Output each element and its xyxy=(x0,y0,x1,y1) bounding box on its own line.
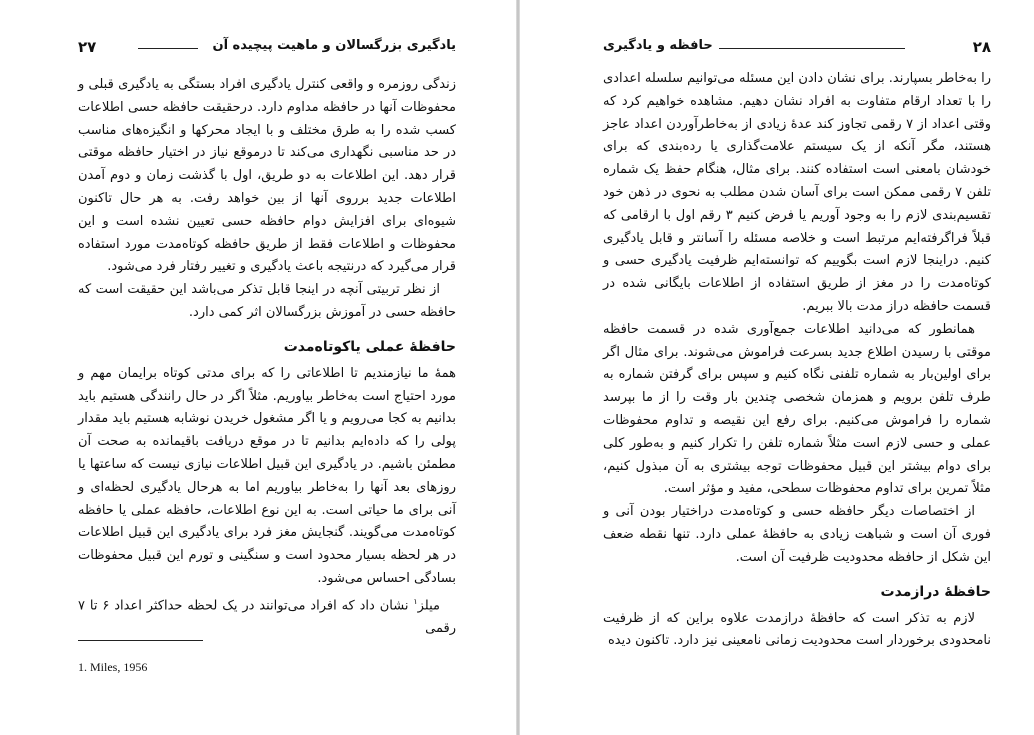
footnote-marker: ۱ xyxy=(413,596,418,606)
header-rule xyxy=(138,48,198,49)
paragraph-with-footnote xyxy=(78,591,456,641)
right-page-header xyxy=(603,38,991,60)
paragraph: زندگی روزمره و واقعی کنترل یادگیری افراد بستگی به یادگیری قبلی و محفوظات آنها در حافظه مداوم دارد. درحقیقت حافظه حسی اطلاعات کسب شده را به طرق مختلف و با ایجاد محرکها و انگیزه‌های مناسب در حد مناسبی نگهداری می‌کند تا درموقع نیاز در اختیار حافظه موقتی قرار دهد. این اطلاعات به دو طریق، اول با گذشت زمان و دوم آمدن اطلاعات جدید برروی آنها از بین خواهد رفت. به هر حال تاکنون شیوه‌ای برای افزایش دوام حافظه حسی تعیین نشده است و این محفوظات و اطلاعات فقط از طریق حافظه کوتاه‌مدت مورد استفاده قرار می‌گیرد که درنتیجه باعث یادگیری و تغییر رفتار فرد می‌شود. xyxy=(78,77,456,275)
header-rule xyxy=(719,48,905,49)
paragraph: را به‌خاطر بسپارند. برای نشان دادن این مسئله می‌توانیم سلسله اعدادی را با تعداد ارقام متفاوت به افراد نشان دهیم. مشاهده خواهیم کرد که وقتی اعداد از ۷ رقمی تجاوز کند عدهٔ زیادی از به‌خاطرآوردن اعداد عاجز هستند، مگر آنکه از یک سیستم علامت‌گذاری یا رده‌بندی که برای خودشان بامعنی است استفاده کنند. برای مثال، هنگام حفظ یک شماره تلفن ۷ رقمی ممکن است برای آسان شدن مطلب به نحوی در ذهن خود تقسیم‌بندی لازم را به وجود آوریم یا فرض کنیم ۳ رقم اول با ارقامی که قبلاً فراگرفته‌ایم مرتبط است و خلاصه مسئله را آسانتر و قابل یادگیری کنیم. دراینجا لازم است بگوییم که توانسته‌ایم ظرفیت یادگیری حسی و کوتاه‌مدت را در مغز از طریق استفاده از اطلاعات بایگانی شده در قسمت حافظه دراز مدت بالا ببریم. xyxy=(603,71,991,314)
section-heading: حافظهٔ عملی یاکوتاه‌مدت xyxy=(283,338,456,355)
paragraph: از نظر تربیتی آنچه در اینجا قابل تذکر می‌باشد این حقیقت است که حافظه حسی در آموزش بزرگسالان اثر کمی دارد. xyxy=(78,282,456,320)
running-title: یادگیری بزرگسالان و ماهیت پیچیده آن xyxy=(212,38,456,53)
section-heading: حافظهٔ درازمدت xyxy=(880,583,991,600)
page-number: ۲۷ xyxy=(78,38,97,56)
footnote-anchor-text: میلز xyxy=(417,598,440,614)
left-page-header xyxy=(78,38,456,60)
paragraph: همانطور که می‌دانید اطلاعات جمع‌آوری شده در قسمت حافظه موقتی با رسیدن اطلاع جدید بسرعت فراموش می‌شوند. برای مثال اگر برای اولین‌بار به شماره تلفنی نگاه کنیم و سپس برای گرفتن شماره به طرف تلفن برویم و همزمان شخصی چندین بار وقت را از ما بپرسد شماره را فراموش می‌کنیم. برای رفع این نقیصه و تداوم محفوظات عملی و حسی لازم است مثلاً شماره تلفن را تکرار کنیم و به‌طور کلی برای دوام بیشتر این قبیل محفوظات توجه بیشتری به آن مبذول کنیم، مثلاً تمرین برای تداوم محفوظات سطحی، مفید و مؤثر است. xyxy=(603,321,991,497)
running-title: حافظه و یادگیری xyxy=(603,38,713,53)
left-page-body xyxy=(78,74,456,641)
paragraph-continuation: نشان داد که افراد می‌توانند در یک لحظه حداکثر اعداد ۶ تا ۷ رقمی xyxy=(78,598,456,636)
paragraph: از اختصاصات دیگر حافظه حسی و کوتاه‌مدت دراختیار بودن آنی و فوری آن است و شباهت زیادی به حافظهٔ عملی دارد. تنها نقطه ضعف این شکل از حافظه محدودیت ظرفیت آن است. xyxy=(603,504,991,565)
paragraph: همهٔ ما نیازمندیم تا اطلاعاتی را که برای مدتی کوتاه برایمان مهم و مورد احتیاج است به‌خاطر بیاوریم. مثلاً اگر در حال رانندگی هستیم باید بدانیم به کجا می‌رویم و یا اگر مشغول خریدن نوشابه هستیم باید مقدار پولی را که داده‌ایم بدانیم تا در موقع دریافت باقیمانده به صحت آن مطمئن باشیم. در یادگیری این قبیل اطلاعات نیازی نیست که ساعتها یا روزهای بعد آنها را به‌خاطر بیاوریم اما به هرحال یادگیری لحظه‌ای و آنی برای ما حیاتی است. به این نوع اطلاعات، حافظه عملی یا حافظه کوتاه‌مدت می‌گویند. گنجایش مغز فرد برای یادگیری این قبیل اطلاعات در هر لحظه بسیار محدود است و سنگینی و تورم این قبیل محفوظات بسادگی احساس می‌شود. xyxy=(78,365,456,586)
right-page-body xyxy=(603,68,991,653)
footnote: 1. Miles, 1956 xyxy=(78,660,148,674)
page-number: ۲۸ xyxy=(972,38,991,56)
right-page xyxy=(519,0,1034,735)
footnote-rule xyxy=(78,640,203,641)
paragraph: لازم به تذکر است که حافظهٔ درازمدت علاوه براین که از ظرفیت نامحدودی برخوردار است محدودیت زمانی نامعینی نیز دارد. تاکنون دیده xyxy=(603,610,991,649)
